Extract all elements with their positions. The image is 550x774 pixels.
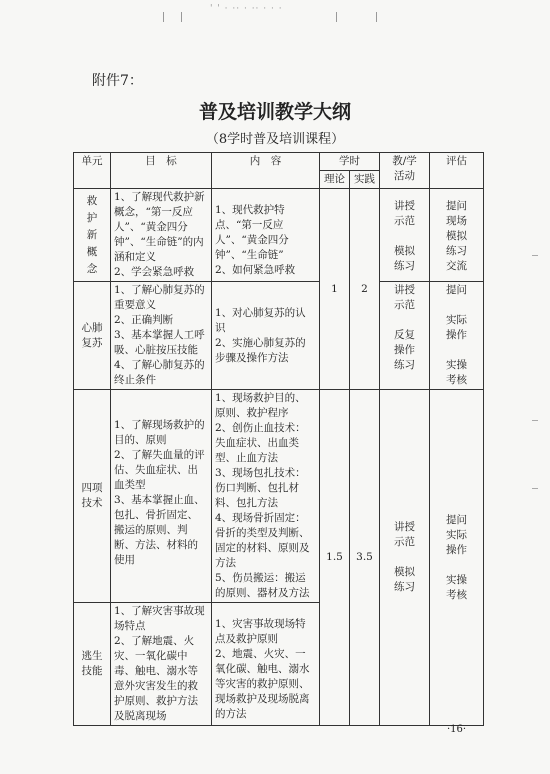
goal-cell: 1、了解心肺复苏的重要意义 2、正确判断 3、基本掌握人工呼吸、心脏按压技能 4、了解心肺复苏的终止条件 [111,282,212,390]
unit-name: 心肺 复苏 [74,282,111,390]
header-content: 内 容 [212,153,320,189]
scan-artifact: ' ' · ·· · ·· · · · [210,4,283,14]
evaluation-cell: 提问 实际 操作 实操 考核 [430,282,484,390]
header-goal: 目 标 [111,153,212,189]
goal-cell: 1、了解现场救护的目的、原则 2、了解失血量的评估、失血症状、出血类型 3、基本掌握止血、包扎、骨折固定、搬运的原则、判断、方法、材料的使用 [111,390,212,603]
content-cell: 1、灾害事故现场特点及救护原则 2、地震、火灾、一氧化碳、触电、溺水等灾害的救护原则、现场救护及现场脱离的方法 [212,603,320,726]
table-row [74,189,484,282]
header-unit: 单元 [74,153,111,189]
activity-cell: 讲授 示范 模拟 练习 [380,390,430,726]
evaluation-cell: 提问 现场 模拟 练习 交流 [430,189,484,282]
table-row [74,282,484,390]
header-practice: 实践 [350,171,380,189]
table-row [74,390,484,603]
attachment-label: 附件7： [92,73,143,89]
header-activity: 教/学 活动 [380,153,430,189]
theory-hours: 1 [320,189,350,390]
scan-mark [532,255,538,256]
header-hours: 学时 [320,153,380,171]
activity-cell: 讲授 示范 模拟 练习 [380,189,430,282]
content-cell: 1、现场救护目的、原则、救护程序 2、创伤止血技术：失血症状、出血类型、止血方法 3、现场包扎技术：伤口判断、包扎材料、包扎方法 4、现场骨折固定：骨折的类型及判断、固定的材料、原则及方法 5、伤员搬运：搬运的原则、器材及方法 [212,390,320,603]
practice-hours: 3.5 [350,390,380,726]
header-theory: 理论 [320,171,350,189]
content-cell: 1、现代救护特点、“第一反应人”、“黄金四分钟”、“生命链” 2、如何紧急呼救 [212,189,320,282]
scan-mark [532,488,538,489]
scan-mark [532,420,538,421]
unit-name: 救 护 新 概 念 [86,194,98,275]
unit-name: 四项 技术 [74,390,111,603]
content-cell: 1、对心肺复苏的认识 2、实施心肺复苏的步骤及操作方法 [212,282,320,390]
page-number: ·16· [447,724,467,735]
unit-name: 逃生 技能 [74,603,111,726]
practice-hours: 2 [350,189,380,390]
scan-mark [376,12,377,22]
scan-mark [336,12,337,22]
scan-mark [163,12,164,22]
page-subtitle: （8学时普及培训课程） [205,132,345,147]
scan-mark [181,12,182,22]
header-evaluation: 评估 [430,153,484,189]
goal-cell: 1、了解现代救护新概念，“第一反应人”、“黄金四分钟”、“生命链”的内涵和定义 2、学会紧急呼救 [111,189,212,282]
theory-hours: 1.5 [320,390,350,726]
evaluation-cell: 提问 实际 操作 实操 考核 [430,390,484,726]
page-title: 普及培训教学大纲 [198,101,351,123]
goal-cell: 1、了解灾害事故现场特点 2、了解地震、火灾、一氧化碳中毒、触电、溺水等意外灾害发生的救护原则、救护方法及脱离现场 [111,603,212,726]
syllabus-table [73,152,484,726]
activity-cell: 讲授 示范 反复 操作 练习 [380,282,430,390]
